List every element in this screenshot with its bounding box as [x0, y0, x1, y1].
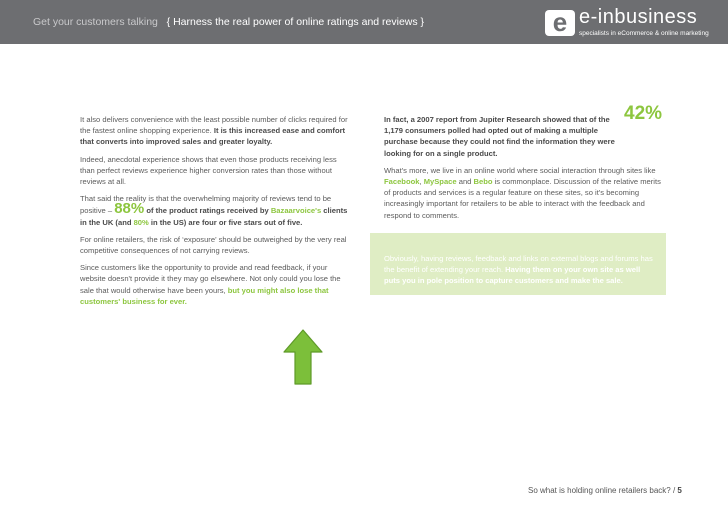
callout-text — [384, 253, 656, 287]
left-p1-text: It also delivers convenience with the least possible number of clicks required for the fastest online shopping experience. — [80, 115, 348, 136]
right-p2-sep: , — [419, 177, 424, 187]
left-p3-bold-2: clients in the UK (and — [80, 206, 348, 227]
right-p2-text: What's more, we live in an online world where social interaction through sites like — [384, 165, 656, 175]
logo-mark-icon — [545, 7, 575, 37]
bazaarvoice-link[interactable]: Bazaarvoice's — [270, 206, 322, 216]
left-p3-bold-3: in the US) are four or five stars out of five. — [148, 217, 303, 227]
left-p3-text: That said the reality is that the overwhelming majority of reviews tend to be positive – — [80, 194, 332, 216]
right-column — [384, 103, 664, 227]
left-paragraph-4: For online retailers, the risk of ‘exposure’ should be outweighed by the very real competitive consequences of not carrying reviews. — [80, 234, 347, 256]
right-p2-text-2: is commonplace. Discussion of the relative merits of products and services is a regular feature on these sites, so it's becoming increasingly important for retailers to be able to interact with the feedback and respond to comments. — [384, 177, 661, 220]
bebo-link[interactable]: Bebo — [473, 177, 493, 187]
header-tagline: Get your customers talking — [33, 16, 158, 28]
stat-88-percent: 88% — [114, 200, 145, 218]
logo-letter: e — [552, 7, 568, 37]
callout-text-b: Having them on your own site as well puts you in pole position to capture customers and make the sale. — [384, 265, 641, 286]
right-p2-and: and — [456, 177, 474, 187]
arrow-up-icon — [282, 328, 324, 386]
left-p3-bold: of the product ratings received by — [144, 206, 271, 216]
left-p5-highlight: but you might also lose that customers' business for ever. — [80, 285, 329, 306]
header-title — [33, 16, 424, 28]
left-column — [80, 114, 352, 313]
right-paragraph-1: In fact, a 2007 report from Jupiter Research showed that of the 1,179 consumers polled had opted out of making a multiple purchase because they could not find the information they were looking for on a single product. — [384, 115, 615, 158]
logo-tagline: specialists in eCommerce & online marketing — [579, 30, 709, 37]
page-header — [0, 0, 728, 44]
left-paragraph-1 — [80, 114, 352, 148]
left-paragraph-5 — [80, 262, 352, 307]
facebook-link[interactable]: Facebook — [384, 177, 420, 187]
callout-box — [370, 233, 666, 295]
header-subtitle: { Harness the real power of online ratings and reviews } — [166, 16, 425, 28]
callout-text-a: Obviously, having reviews, feedback and links on external blogs and forums has the benefit of extending your reach. — [384, 254, 653, 275]
right-paragraph-2 — [384, 165, 664, 221]
page-footer — [528, 486, 682, 495]
left-p1-bold: It is this increased ease and comfort that converts into improved sales and greater loyalty. — [80, 126, 346, 147]
stat-80-percent: 80% — [133, 217, 149, 227]
page-number: 5 — [677, 486, 682, 495]
footer-text: So what is holding online retailers back? / — [528, 486, 678, 495]
left-paragraph-2: Indeed, anecdotal experience shows that even those products receiving less than perfect reviews experience higher conversion rates than those without reviews at all. — [80, 154, 337, 187]
left-p5-text: Since customers like the opportunity to provide and read feedback, if your website doesn't provide it they may go elsewhere. Not only could you lose the sale that would otherwise have been yours, — [80, 263, 341, 295]
company-logo — [545, 6, 709, 40]
logo-name: e-inbusiness — [579, 6, 698, 28]
left-paragraph-3 — [80, 193, 352, 228]
stat-42-percent: 42% — [624, 103, 663, 124]
right-lead-block — [384, 103, 664, 159]
myspace-link[interactable]: MySpace — [423, 177, 457, 187]
